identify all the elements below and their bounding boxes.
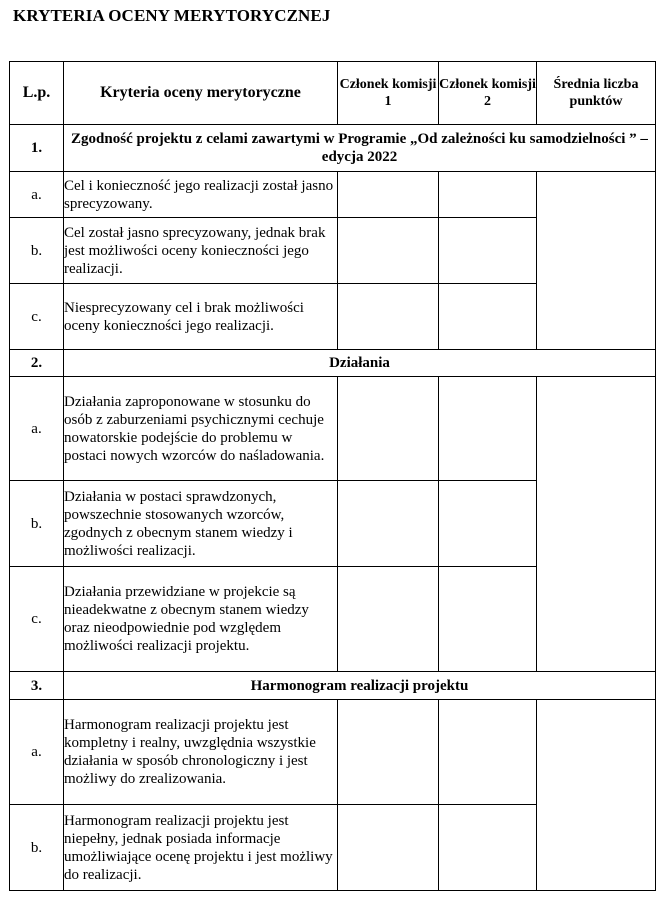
document-title: KRYTERIA OCENY MERYTORYCZNEJ <box>13 6 331 25</box>
criterion-letter: b. <box>10 481 64 567</box>
criteria-table <box>9 61 656 891</box>
member-2-score-cell[interactable] <box>439 172 537 218</box>
member-1-score-cell[interactable] <box>338 805 439 891</box>
criterion-row <box>10 700 656 805</box>
member-1-score-cell[interactable] <box>338 377 439 481</box>
criterion-row <box>10 377 656 481</box>
section-title: Harmonogram realizacji projektu <box>64 672 656 700</box>
member-2-score-cell[interactable] <box>439 700 537 805</box>
header-member-1: Członek komisji 1 <box>338 62 439 125</box>
member-2-score-cell[interactable] <box>439 284 537 350</box>
member-1-score-cell[interactable] <box>338 700 439 805</box>
table-header-row <box>10 62 656 125</box>
member-2-score-cell[interactable] <box>439 805 537 891</box>
member-1-score-cell[interactable] <box>338 218 439 284</box>
criterion-text: Działania zaproponowane w stosunku do osób z zaburzeniami psychicznymi cechuje nowatorskie podejście do problemu w postaci nowych wzorców do naśladowania. <box>64 377 338 481</box>
criterion-text: Harmonogram realizacji projektu jest kompletny i realny, uwzględnia wszystkie działania w sposób chronologiczny i jest możliwy do zrealizowania. <box>64 700 338 805</box>
criterion-letter: a. <box>10 172 64 218</box>
criterion-letter: a. <box>10 700 64 805</box>
criterion-text: Harmonogram realizacji projektu jest niepełny, jednak posiada informacje umożliwiające ocenę projektu i jest możliwy do realizacji. <box>64 805 338 891</box>
section-number: 3. <box>10 672 64 700</box>
member-1-score-cell[interactable] <box>338 481 439 567</box>
section-number: 1. <box>10 125 64 172</box>
criterion-text: Cel i konieczność jego realizacji został jasno sprecyzowany. <box>64 172 338 218</box>
member-2-score-cell[interactable] <box>439 567 537 672</box>
criterion-text: Niesprecyzowany cel i brak możliwości oceny konieczności jego realizacji. <box>64 284 338 350</box>
section-row-2 <box>10 350 656 377</box>
criterion-row <box>10 172 656 218</box>
section-row-1 <box>10 125 656 172</box>
criterion-text: Działania przewidziane w projekcie są nieadekwatne z obecnym stanem wiedzy oraz nieodpowiednie pod względem możliwości realizacji projektu. <box>64 567 338 672</box>
member-2-score-cell[interactable] <box>439 481 537 567</box>
member-1-score-cell[interactable] <box>338 172 439 218</box>
criterion-text: Działania w postaci sprawdzonych, powszechnie stosowanych wzorców, zgodnych z obecnym stanem wiedzy i możliwości realizacji. <box>64 481 338 567</box>
section-number: 2. <box>10 350 64 377</box>
member-2-score-cell[interactable] <box>439 218 537 284</box>
header-criteria: Kryteria oceny merytoryczne <box>64 62 338 125</box>
average-score-cell[interactable] <box>537 700 656 891</box>
member-1-score-cell[interactable] <box>338 567 439 672</box>
average-score-cell[interactable] <box>537 377 656 672</box>
criterion-letter: c. <box>10 284 64 350</box>
criterion-letter: b. <box>10 218 64 284</box>
member-2-score-cell[interactable] <box>439 377 537 481</box>
section-title: Zgodność projektu z celami zawartymi w Programie „Od zależności ku samodzielności ” – edycja 2022 <box>64 125 656 172</box>
header-member-2: Członek komisji 2 <box>439 62 537 125</box>
criterion-letter: c. <box>10 567 64 672</box>
average-score-cell[interactable] <box>537 172 656 350</box>
section-title: Działania <box>64 350 656 377</box>
section-row-3 <box>10 672 656 700</box>
criterion-letter: a. <box>10 377 64 481</box>
criterion-text: Cel został jasno sprecyzowany, jednak brak jest możliwości oceny konieczności jego realizacji. <box>64 218 338 284</box>
criterion-letter: b. <box>10 805 64 891</box>
header-average: Średnia liczba punktów <box>537 62 656 125</box>
member-1-score-cell[interactable] <box>338 284 439 350</box>
header-lp: L.p. <box>10 62 64 125</box>
